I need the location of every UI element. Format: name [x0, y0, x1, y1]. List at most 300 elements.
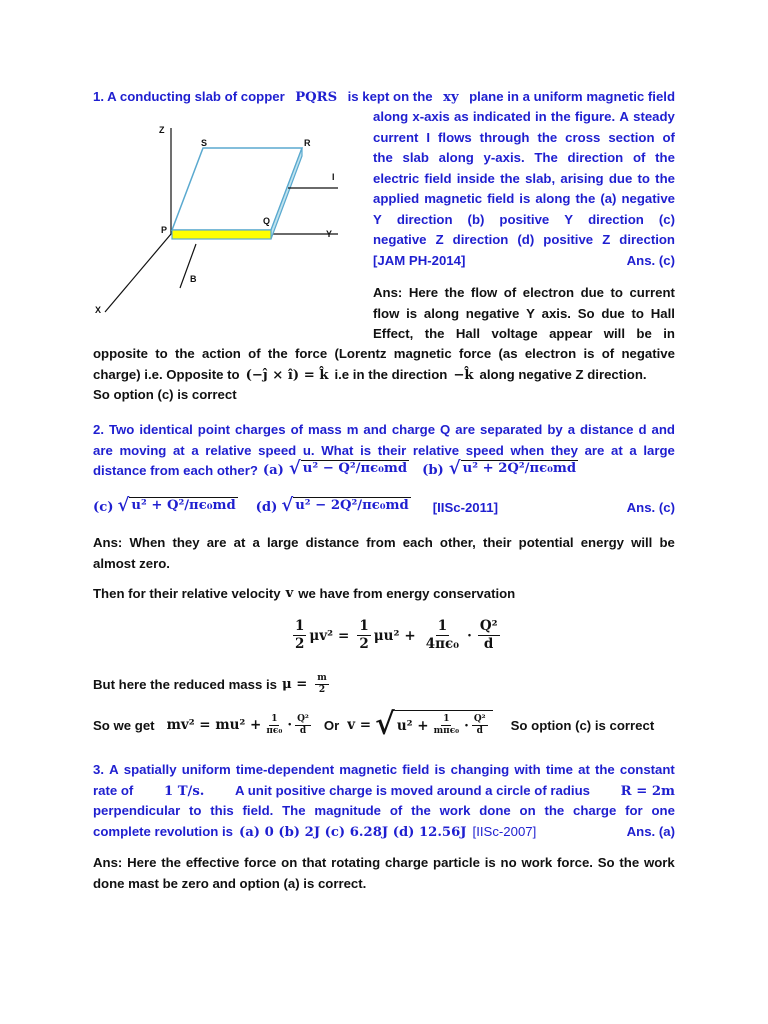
word: magnetic: [393, 346, 452, 361]
q3-answer: Ans. (a): [626, 823, 675, 839]
word: on: [519, 803, 536, 818]
word: Hall: [650, 305, 675, 321]
word: work: [643, 855, 675, 870]
q2-opt-d-expr: u² − 2Q²/πϵ₀md: [295, 498, 409, 513]
word: relative: [205, 442, 252, 458]
q3-line: [93, 801, 675, 822]
word: electric: [373, 170, 420, 186]
word: When: [129, 535, 166, 550]
frac-1-pieps: $\frac{1}{\text{πϵ₀}}$: [266, 713, 283, 736]
q2-reduced-text: But here the reduced mass is: [93, 677, 277, 692]
word: (as: [498, 346, 518, 361]
q2-line: [93, 420, 675, 441]
frac-m-2: $\frac{m}{2}$: [317, 673, 327, 695]
q2-sol-line: [93, 554, 675, 575]
q1-text-pqrs: PQRS: [295, 90, 338, 105]
q1-col-line: [373, 148, 675, 169]
word: the: [424, 326, 445, 341]
word: the: [619, 855, 640, 870]
label-b: B: [190, 274, 197, 284]
q2-question: [93, 420, 675, 461]
word: action: [202, 346, 241, 361]
word: u.: [302, 442, 315, 458]
reduced-mass-line: [93, 673, 332, 696]
word: Y: [373, 211, 382, 227]
eq3-sqrt: √ u² + $\frac{1}{\text{mπϵ₀}}$ · $\frac{\text{Q²}}{d}$: [375, 710, 493, 740]
word: is: [519, 191, 531, 206]
word: due: [601, 305, 625, 321]
word: the: [594, 762, 615, 777]
slab-figure: [90, 118, 350, 338]
word: the: [174, 346, 195, 361]
frac-half-right: $\frac{1}{2}$: [359, 618, 369, 652]
word: will: [603, 326, 625, 341]
label-q: Q: [263, 216, 271, 226]
q1-solution-column: [373, 283, 675, 345]
word: distance: [580, 422, 634, 437]
slab-top-face: [172, 148, 302, 230]
q3-sol-line: [93, 874, 675, 895]
word: potential: [518, 535, 574, 550]
q1-question-line1: [93, 87, 675, 108]
word: of: [248, 346, 261, 361]
word: (d): [517, 232, 535, 247]
word: Ans:: [373, 285, 403, 300]
q1-sol-text: i.e in the direction: [334, 366, 448, 382]
word: is: [484, 855, 496, 870]
word: large: [266, 535, 299, 550]
word: the: [267, 346, 288, 361]
word: the: [655, 150, 675, 165]
word: of: [389, 803, 403, 818]
word: opposite: [93, 346, 148, 361]
word: field: [402, 762, 430, 777]
word: magnetic: [339, 762, 398, 777]
label-y: Y: [326, 229, 333, 239]
q3-solution: [93, 853, 675, 894]
q1-sol-line: [373, 304, 675, 325]
word: negative: [373, 232, 427, 247]
word: 2.: [93, 422, 104, 437]
frac-q2-d-3: $\frac{\text{Q²}}{d}$: [473, 714, 486, 736]
word: voltage: [491, 326, 538, 341]
word: in: [534, 109, 547, 124]
word: force.: [557, 855, 593, 870]
q2-text: [93, 420, 675, 441]
word: along: [373, 109, 409, 124]
q1-sol-line: [373, 283, 675, 304]
q1-text-xy: xy: [443, 90, 459, 105]
so-we-get-line: [93, 707, 655, 742]
word: field: [424, 170, 452, 186]
word: speed: [465, 442, 504, 458]
q2-opt-d-sqrt: √ u² − 2Q²/πϵ₀md: [281, 495, 409, 516]
word: indicated: [472, 109, 531, 124]
q1-conclusion: So option (c) is correct: [93, 387, 237, 402]
word: of: [601, 346, 615, 361]
q3-sol-text: [93, 853, 675, 874]
q2-text: distance from each other?: [93, 463, 258, 478]
q2-source: [IISc-2011]: [432, 500, 498, 515]
word: for: [625, 803, 643, 818]
label-x: X: [95, 305, 102, 315]
word: Here: [408, 285, 439, 300]
word: Ans:: [93, 535, 123, 550]
word: particle: [433, 855, 480, 870]
word: the: [537, 129, 558, 145]
word: are: [206, 535, 227, 550]
q2-sol-text: Then for their relative velocity: [93, 586, 281, 601]
q1-col-text: [373, 107, 675, 128]
word: section: [608, 129, 655, 145]
frac-1-mpieps: $\frac{1}{\text{mπϵ₀}}$: [433, 714, 460, 736]
reduced-frac-wrap: [312, 673, 332, 696]
word: current: [629, 285, 675, 300]
word: (b): [467, 211, 485, 227]
q2-sol-text: almost zero.: [93, 555, 170, 571]
word: the: [500, 170, 520, 186]
q2-line: [93, 441, 675, 462]
word: a: [567, 422, 576, 437]
word: the: [655, 170, 675, 186]
q1-col-line: [373, 230, 675, 251]
word: distance: [305, 535, 360, 550]
q3-text: [93, 801, 675, 822]
word: force: [244, 855, 277, 870]
word: Y: [526, 305, 535, 321]
q3-text: [93, 760, 675, 781]
q2-solution: [93, 533, 675, 574]
word: A: [619, 109, 629, 124]
word: due: [580, 285, 605, 300]
q2-opt-c-label: (c): [93, 500, 114, 515]
q2-text: [93, 441, 675, 462]
word: force: [294, 346, 328, 361]
word: (a): [600, 191, 617, 206]
word: electron: [524, 346, 577, 361]
q2-opt-a-label: (a): [262, 463, 284, 478]
word: one: [651, 803, 675, 818]
word: each: [402, 535, 433, 550]
q2-conclusion: So option (c) is correct: [510, 717, 655, 733]
word: work: [439, 803, 471, 818]
word: y-axis.: [483, 150, 525, 165]
word: positive: [499, 211, 550, 227]
frac-q2-d: $\frac{\text{Q²}}{d}$: [479, 618, 498, 652]
q1-solution-full: [93, 344, 675, 406]
q1-question-column: [373, 107, 675, 271]
word: steady: [633, 109, 675, 124]
word: positive: [543, 232, 594, 247]
word: are: [584, 442, 605, 458]
q2-line4: [93, 497, 675, 515]
word: Hall: [455, 326, 481, 341]
q1-col-line: [373, 107, 675, 128]
word: direction: [452, 232, 509, 247]
word: the: [411, 803, 431, 818]
word: flow: [373, 305, 400, 321]
q1-col-text: [373, 210, 675, 231]
word: arising: [560, 170, 604, 186]
q2-sol-energy-line: [93, 586, 515, 601]
word: inside: [456, 170, 495, 186]
eq3-radicand: [395, 710, 493, 740]
q1-col-line: [373, 189, 675, 210]
word: negative: [621, 191, 675, 206]
word: is: [434, 762, 446, 777]
word: applied: [373, 191, 420, 206]
word: the: [575, 191, 596, 206]
word: perpendicular: [93, 803, 181, 818]
word: is: [583, 346, 595, 361]
word: along: [535, 191, 571, 206]
q3-rate: 1 T/s.: [163, 783, 205, 799]
word: Ans:: [93, 855, 123, 870]
word: appear: [549, 326, 593, 341]
word: in: [663, 326, 675, 341]
label-p: P: [161, 225, 168, 235]
label-z: Z: [159, 125, 165, 135]
word: flows: [438, 129, 472, 145]
word: Y: [564, 211, 574, 227]
q1-sol-text: charge) i.e. Opposite to: [93, 366, 240, 382]
q2-opt-d-label: (d): [255, 500, 278, 515]
word: are: [455, 422, 476, 437]
q2-sol-v: v: [285, 586, 294, 601]
word: the: [161, 855, 182, 870]
word: done: [479, 803, 511, 818]
word: with: [514, 762, 541, 777]
word: this: [210, 803, 234, 818]
slab-front-face: [172, 230, 271, 239]
word: that: [302, 855, 327, 870]
q2-opt-c-sqrt: √ u² + Q²/πϵ₀md: [117, 495, 236, 516]
eq3-lhs: v =: [347, 717, 372, 733]
word: work: [521, 855, 553, 870]
word: field: [487, 191, 515, 206]
word: they: [550, 442, 578, 458]
q3-radius: R = 2m: [620, 783, 675, 799]
word: So: [577, 305, 595, 321]
q1-text-b: is kept on the: [347, 89, 433, 104]
word: will: [631, 535, 653, 550]
q1-col-text: [373, 169, 675, 190]
label-s: S: [201, 138, 208, 148]
word: they: [172, 535, 200, 550]
q3-text: rate of: [93, 782, 134, 798]
word: are: [93, 442, 113, 458]
word: charge: [391, 422, 436, 437]
q1-text-c: plane in a uniform magnetic field: [469, 89, 675, 104]
q1-sol-text: [373, 304, 675, 325]
word: The: [282, 803, 306, 818]
word: negative: [465, 305, 520, 321]
word: to: [637, 170, 650, 186]
q1-col-line: [373, 128, 675, 149]
eq3-u: u² +: [396, 717, 429, 734]
word: to: [610, 285, 623, 300]
word: a: [252, 535, 260, 550]
eq2-lhs: mv² = mu² +: [166, 717, 262, 733]
word: charge: [384, 855, 429, 870]
eq1-dot: ·: [467, 627, 472, 644]
word: electron: [522, 285, 575, 300]
word: I: [426, 129, 431, 145]
q1-col-text: [373, 230, 675, 251]
q1-col-line: [373, 251, 675, 272]
q2-line3: [93, 460, 578, 478]
q1-cross-product: (−ĵ × î) = k̂: [245, 367, 329, 383]
word: constant: [619, 762, 675, 777]
word: at: [611, 442, 623, 458]
q1-answer: Ans. (c): [626, 252, 675, 268]
word: Effect,: [373, 326, 414, 341]
label-i: I: [332, 172, 335, 182]
word: relative: [412, 442, 460, 458]
q2-opt-c-expr: u² + Q²/πϵ₀md: [131, 498, 236, 513]
word: The: [534, 150, 558, 165]
word: Here: [127, 855, 157, 870]
word: other,: [439, 535, 476, 550]
word: as: [453, 109, 469, 124]
word: magnetic: [424, 191, 483, 206]
word: to: [189, 803, 202, 818]
word: A: [109, 762, 119, 777]
word: slab,: [525, 170, 556, 186]
q1-col-line: [373, 169, 675, 190]
q1-sol-text: [373, 324, 675, 345]
q1-neg-k: −k̂: [453, 367, 474, 383]
word: uniform: [181, 762, 231, 777]
word: figure.: [574, 109, 616, 124]
word: charge: [573, 803, 617, 818]
word: of: [290, 422, 304, 437]
word: spatially: [123, 762, 177, 777]
word: along: [423, 305, 460, 321]
word: x-axis: [412, 109, 450, 124]
word: at: [578, 762, 590, 777]
word: direction: [567, 150, 624, 165]
word: at: [172, 442, 185, 458]
q1-sol-line: [373, 324, 675, 345]
q1-col-text: [373, 128, 675, 149]
word: of: [632, 150, 646, 165]
q3-sol-line: [93, 853, 675, 874]
word: speed: [258, 442, 297, 458]
q2-sol-line: [93, 533, 675, 554]
word: 3.: [93, 762, 104, 777]
energy-equation: [290, 618, 503, 653]
word: of: [662, 129, 675, 145]
q2-opt-a-expr: u² − Q²/πϵ₀md: [302, 461, 408, 476]
label-r: R: [304, 138, 311, 148]
word: and: [363, 422, 387, 437]
q3-sol-text: done mast be zero and option (a) is correct.: [93, 875, 367, 891]
q2-sol-text: [93, 533, 675, 554]
q2-reduced-mu: μ =: [281, 677, 308, 692]
q2-sol-text: we have from energy conservation: [298, 586, 516, 601]
word: cross: [565, 129, 601, 145]
word: What: [321, 442, 354, 458]
word: flow: [470, 285, 498, 300]
q3-line: [93, 781, 675, 802]
word: the: [550, 109, 571, 124]
q2-opt-b-sqrt: √ u² + 2Q²/πϵ₀md: [448, 458, 577, 479]
word: d: [638, 422, 647, 437]
word: due: [608, 170, 633, 186]
word: a: [191, 442, 199, 458]
word: (c): [658, 211, 675, 227]
q1-col-text: [373, 148, 675, 169]
word: direction: [619, 232, 675, 247]
frac-coulomb: $\frac{1}{\text{4πϵ₀}}$: [425, 618, 460, 652]
word: moving: [119, 442, 167, 458]
word: on: [281, 855, 298, 870]
word: magnitude: [314, 803, 382, 818]
eq1-plus: +: [404, 627, 416, 644]
word: separated: [480, 422, 543, 437]
q1-sol-full-line: [93, 385, 675, 406]
word: through: [479, 129, 530, 145]
q2-or: Or: [323, 717, 340, 733]
q3-line: [93, 822, 675, 843]
word: direction: [588, 211, 644, 227]
q2-soget-text: So we get: [93, 717, 155, 733]
word: identical: [139, 422, 193, 437]
word: be: [659, 535, 675, 550]
word: changing: [450, 762, 510, 777]
word: to: [155, 346, 168, 361]
x-axis: [105, 234, 171, 312]
q3-text: complete revolution is: [93, 823, 233, 839]
word: the: [373, 150, 393, 165]
frac-q2-d-2: $\frac{\text{Q²}}{d}$: [297, 713, 309, 736]
word: mass: [307, 422, 342, 437]
q1-col-text: [373, 189, 675, 210]
word: Two: [108, 422, 135, 437]
q2-answer: Ans. (c): [626, 500, 675, 515]
q3-line: [93, 760, 675, 781]
word: of: [503, 285, 517, 300]
q2-opt-a-sqrt: √ u² − Q²/πϵ₀md: [288, 458, 408, 479]
word: time-dependent: [235, 762, 335, 777]
word: point: [197, 422, 231, 437]
q1-sol-full-line: [93, 344, 675, 365]
q1-col-line: [373, 210, 675, 231]
word: is: [360, 442, 372, 458]
eq1-lhs: μv²: [309, 627, 334, 644]
word: m: [346, 422, 359, 437]
word: effective: [185, 855, 240, 870]
word: from: [366, 535, 396, 550]
word: and: [651, 422, 675, 437]
word: Q: [440, 422, 451, 437]
word: energy: [580, 535, 624, 550]
word: the: [444, 285, 465, 300]
word: be: [636, 326, 652, 341]
word: Z: [602, 232, 611, 247]
q1-sol-text: along negative Z direction.: [479, 366, 647, 382]
eq3: [347, 707, 492, 742]
word: So: [597, 855, 615, 870]
word: direction: [396, 211, 453, 227]
frac-half-left: $\frac{1}{2}$: [295, 618, 305, 652]
word: slab: [402, 150, 429, 165]
word: negative: [621, 346, 675, 361]
word: to: [631, 305, 644, 321]
word: time: [545, 762, 573, 777]
eq2: [167, 714, 314, 737]
